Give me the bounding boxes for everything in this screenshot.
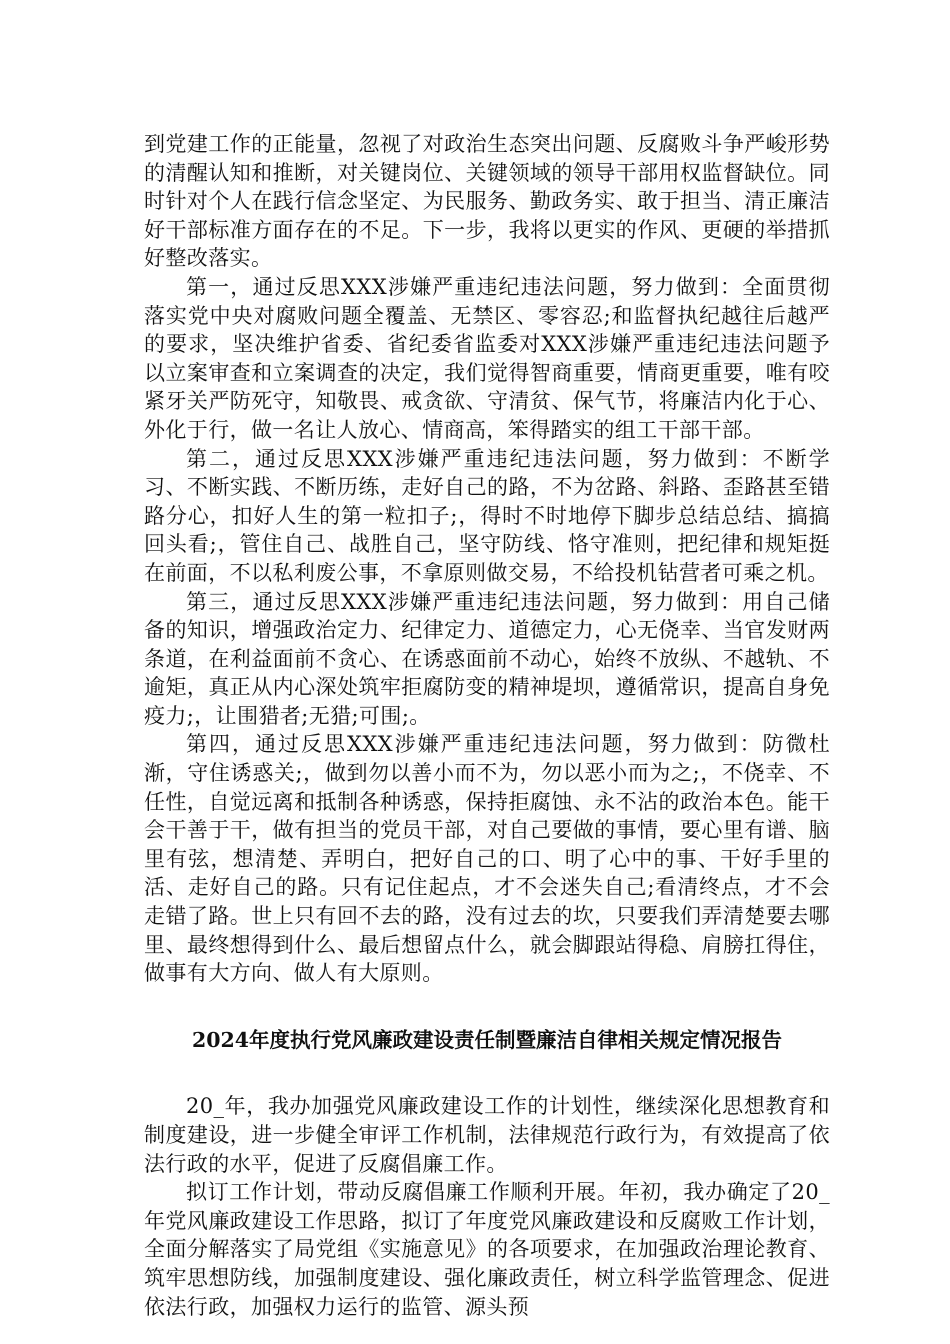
paragraph-first: 第一，通过反思XXX涉嫌严重违纪违法问题，努力做到：全面贯彻落实党中央对腐败问题全覆盖、无禁区、零容忍;和监督执纪越往后越严的要求，坚决维护省委、省纪委省监委对XXX涉嫌严重违纪违法问题予以立案审查和立案调查的决定，我们觉得智商重要，情商更重要，唯有咬紧牙关严防死守，知敬畏、戒贪欲、守清贫、保气节，将廉洁内化于心、外化于行，做一名让人放心、情商高，笨得踏实的组工干部干部。 [144, 274, 830, 442]
paragraph-third: 第三，通过反思XXX涉嫌严重违纪违法问题，努力做到：用自己储备的知识，增强政治定力、纪律定力、道德定力，心无侥幸、当官发财两条道，在利益面前不贪心、在诱惑面前不动心，始终不放纵、不越轨、不逾矩，真正从内心深处筑牢拒腐防变的精神堤坝，遵循常识，提高自身免疫力;，让围猎者;无猎;可围;。 [144, 589, 830, 728]
report-title: 2024年度执行党风廉政建设责任制暨廉洁自律相关规定情况报告 [191, 1027, 783, 1052]
paragraph-second: 第二，通过反思XXX涉嫌严重违纪违法问题，努力做到：不断学习、不断实践、不断历练，走好自己的路，不为岔路、斜路、歪路甚至错路分心，扣好人生的第一粒扣子;，得时不时地停下脚步总结总结、搞搞回头看;，管住自己、战胜自己，坚守防线、恪守准则，把纪律和规矩挺在前面，不以私利废公事，不拿原则做交易，不给投机钻营者可乘之机。 [144, 446, 830, 585]
document-page [144, 130, 830, 1321]
paragraph-work-plan: 拟订工作计划，带动反腐倡廉工作顺利开展。年初，我办确定了20_年党风廉政建设工作思路，拟订了年度党风廉政建设和反腐败工作计划，全面分解落实了局党组《实施意见》的各项要求，在加强政治理论教育、筑牢思想防线，加强制度建设、强化廉政责任，树立科学监管理念、促进依法行政，加强权力运行的监管、源头预 [144, 1180, 830, 1319]
paragraph-fourth: 第四，通过反思XXX涉嫌严重违纪违法问题，努力做到：防微杜渐，守住诱惑关;，做到勿以善小而不为，勿以恶小而为之;，不侥幸、不任性，自觉远离和抵制各种诱惑，保持拒腐蚀、永不沾的政治本色。能干会干善于干，做有担当的党员干部，对自己要做的事情，要心里有谱、脑里有弦，想清楚、弄明白，把好自己的口、明了心中的事、干好手里的活、走好自己的路。只有记住起点，才不会迷失自己;看清终点，才不会走错了路。世上只有回不去的路，没有过去的坎，只要我们弄清楚要去哪里、最终想得到什么、最后想留点什么，就会脚跟站得稳、肩膀扛得住，做事有大方向、做人有大原则。 [144, 732, 830, 986]
paragraph-continuation: 到党建工作的正能量，忽视了对政治生态突出问题、反腐败斗争严峻形势的清醒认知和推断，对关键岗位、关键领域的领导干部用权监督缺位。同时针对个人在践行信念坚定、为民服务、勤政务实、敢于担当、清正廉洁好干部标准方面存在的不足。下一步，我将以更实的作风、更硬的举措抓好整改落实。 [144, 132, 830, 271]
paragraph-report-intro: 20_年，我办加强党风廉政建设工作的计划性，继续深化思想教育和制度建设，进一步健全审评工作机制，法律规范行政行为，有效提高了依法行政的水平，促进了反腐倡廉工作。 [144, 1094, 830, 1176]
